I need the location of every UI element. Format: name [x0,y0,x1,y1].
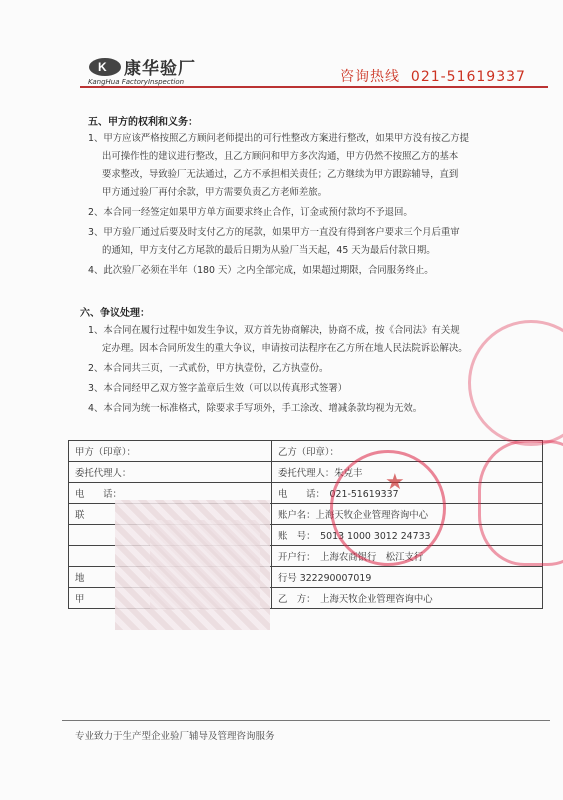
party-a-cell: 甲方（印章）： [69,441,272,462]
s5-item1-l4: 甲方通过验厂再付余款，甲方需要负责乙方老师差旅。 [102,187,328,198]
party-a-cell: 电 话： [69,483,272,504]
table-row [69,441,543,462]
s6-item2: 2、本合同共三页，一式贰份，甲方执壹份，乙方执壹份。 [88,363,329,374]
party-b-cell: 账户名：上海天牧企业管理咨询中心 [272,504,543,525]
seal-star-icon: ★ [385,470,405,495]
party-a-cell: 委托代理人： [69,462,272,483]
hotline-number: 021-51619337 [410,69,526,85]
section5-title: 五、甲方的权利和义务： [88,117,198,128]
footer-divider [62,720,550,721]
section6-title: 六、争议处理： [80,308,150,319]
company-seal-icon [330,450,446,566]
s6-item1-l2: 定办理。因本合同所发生的重大争议，申请按司法程序在乙方所在地人民法院诉讼解决。 [102,343,468,354]
svg-text:K: K [98,60,107,74]
letterhead [0,0,563,86]
s5-item3-l2: 的通知，甲方支付乙方尾款的最后日期为从验厂当天起，45 天为最后付款日期。 [102,245,436,256]
party-b-cell: 开户行： 上海农商银行 松江支行 [272,546,543,567]
logo-en-text: KangHua FactoryInspection [88,78,185,86]
s5-item1-l1: 1、甲方应该严格按照乙方顾问老师提出的可行性整改方案进行整改，如果甲方没有按乙方提 [88,133,469,144]
table-row [69,462,543,483]
hotline-label: 咨询热线 [340,69,400,85]
s5-item4: 4、此次验厂必须在半年（180 天）之内全部完成，如果超过期限，合同服务终止。 [88,265,434,276]
s5-item2: 2、本合同一经签定如果甲方单方面要求终止合作，订金或预付款均不予退回。 [88,207,413,218]
party-b-cell: 电 话： 021-51619337 [272,483,543,504]
section5-body [88,130,548,280]
redacted-region [150,520,260,610]
s5-item3-l1: 3、甲方验厂通过后要及时支付乙方的尾款，如果甲方一直没有得到客户要求三个月后重审 [88,227,460,238]
footer-slogan: 专业致力于生产型企业验厂辅导及管理咨询服务 [75,731,275,742]
party-b-cell: 账 号： 5013 1000 3012 24733 [272,525,543,546]
s6-item4: 4、本合同为统一标准格式，除要求手写项外，手工涂改、增减条款均视为无效。 [88,403,423,414]
header-divider [80,86,548,88]
s5-item1-l3: 要求整改，导致验厂无法通过，乙方不承担相关责任；乙方继续为甲方跟踪辅导，直到 [102,169,459,180]
party-a-cell: 联 [69,504,272,525]
party-b-cell: 行号 322290007019 [272,567,543,588]
partial-seal-icon [478,440,563,566]
party-b-cell: 乙方（印章）： [272,441,543,462]
party-a-cell: 地 [69,567,272,588]
kanghua-logo-icon [88,56,122,78]
s5-item1-l2: 出可操作性的建议进行整改，且乙方顾问和甲方多次沟通，甲方仍然不按照乙方的基本 [102,151,459,162]
party-a-cell: 甲 [69,588,272,609]
party-b-cell: 乙 方： 上海天牧企业管理咨询中心 [272,588,543,609]
logo-cn-text: 康华验厂 [124,59,196,79]
s6-item1-l1: 1、本合同在履行过程中如发生争议，双方首先协商解决，协商不成，按《合同法》有关规 [88,325,460,336]
hotline [340,66,526,86]
party-b-cell: 委托代理人：朱克丰 [272,462,543,483]
s6-item3: 3、本合同经甲乙双方签字盖章后生效（可以以传真形式签署） [88,383,348,394]
